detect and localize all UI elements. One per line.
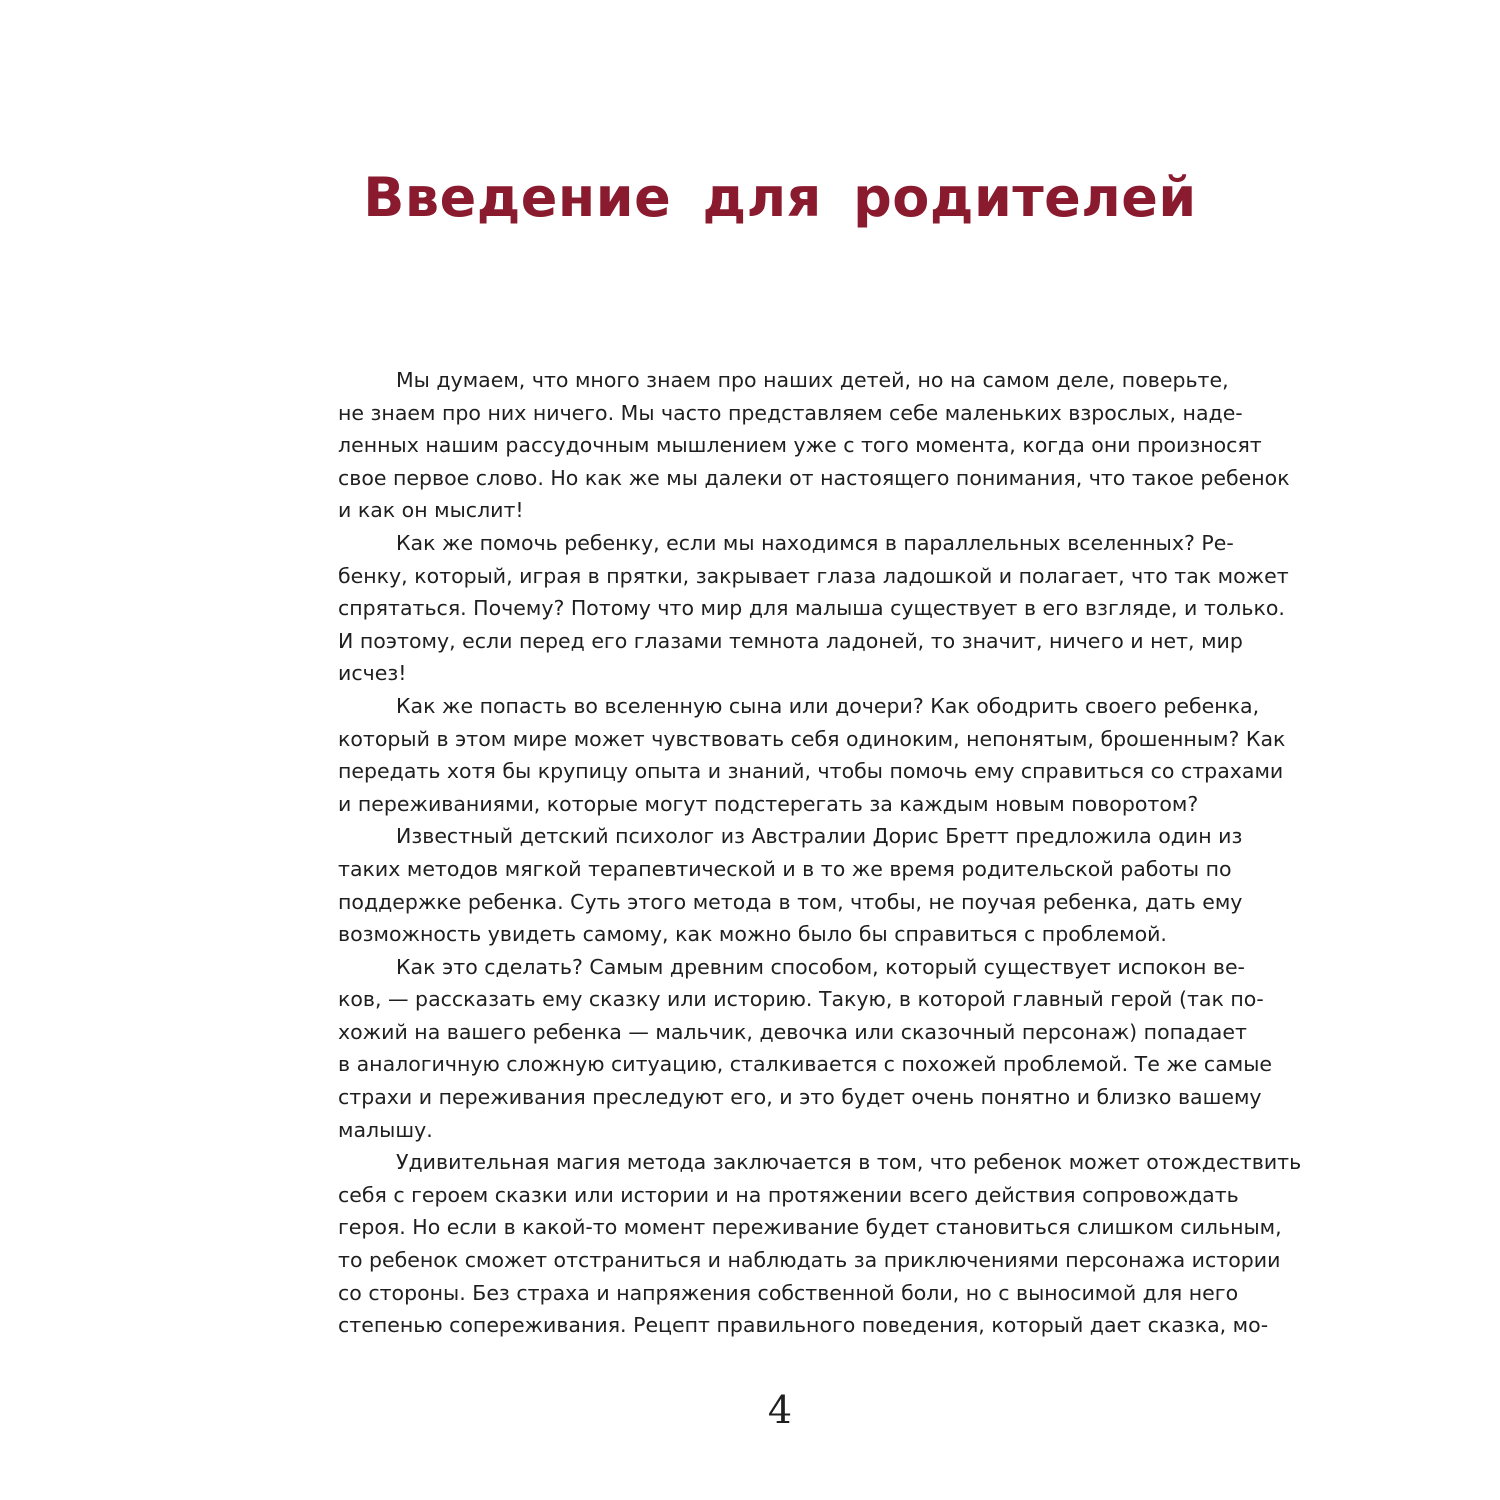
text-line: И поэтому, если перед его глазами темнота ладоней, то значит, ничего и нет, мир	[338, 628, 1243, 653]
text-line: таких методов мягкой терапевтической и в то же время родительской работы по	[338, 856, 1232, 881]
text-line: Как же попасть во вселенную сына или дочери? Как ободрить своего ребенка,	[396, 693, 1260, 718]
text-line: свое первое слово. Но как же мы далеки от настоящего понимания, что такое ребенок	[338, 465, 1290, 490]
text-line: в аналогичную сложную ситуацию, сталкивается с похожей проблемой. Те же самые	[338, 1052, 1273, 1077]
text-line: хожий на вашего ребенка — мальчик, девочка или сказочный персонаж) попадает	[338, 1019, 1247, 1044]
text-line: страхи и переживания преследуют его, и это будет очень понятно и близко вашему	[338, 1085, 1262, 1110]
text-line: ленных нашим рассудочным мышлением уже с того момента, когда они произносят	[338, 433, 1262, 458]
text-line: малышу.	[338, 1117, 433, 1142]
paragraph	[338, 364, 1290, 527]
text-line: который в этом мире может чувствовать себя одиноким, непонятым, брошенным? Как	[338, 726, 1286, 751]
paragraph	[338, 820, 1243, 950]
paragraph	[338, 1146, 1302, 1342]
text-line: спрятаться. Почему? Потому что мир для малыша существует в его взгляде, и только.	[338, 596, 1285, 621]
text-line: Как же помочь ребенку, если мы находимся в параллельных вселенных? Ре-	[396, 530, 1234, 555]
text-line: Известный детский психолог из Австралии Дорис Бретт предложила один из	[396, 824, 1243, 849]
text-line: поддержке ребенка. Суть этого метода в том, чтобы, не поучая ребенка, дать ему	[338, 889, 1243, 914]
text-line: бенку, который, играя в прятки, закрывает глаза ладошкой и полагает, что так может	[338, 563, 1289, 588]
text-line: Удивительная магия метода заключается в том, что ребенок может отождествить	[396, 1150, 1302, 1175]
text-line: и как он мыслит!	[338, 498, 524, 523]
text-line: исчез!	[338, 661, 407, 686]
text-line: и переживаниями, которые могут подстерегать за каждым новым поворотом?	[338, 791, 1199, 816]
text-line: Мы думаем, что много знаем про наших детей, но на самом деле, поверьте,	[396, 368, 1229, 392]
paragraph	[338, 690, 1286, 820]
paragraph	[338, 527, 1289, 690]
text-line: то ребенок сможет отстраниться и наблюдать за приключениями персонажа истории	[338, 1248, 1281, 1273]
text-line: передать хотя бы крупицу опыта и знаний, чтобы помочь ему справиться со страхами	[338, 759, 1284, 784]
text-line: возможность увидеть самому, как можно было бы справиться с проблемой.	[338, 922, 1167, 947]
text-line: Как это сделать? Самым древним способом, который существует испокон ве-	[396, 954, 1245, 979]
text-line: героя. Но если в какой-то момент переживание будет становиться слишком сильным,	[338, 1215, 1282, 1240]
text-line: себя с героем сказки или истории и на протяжении всего действия сопровождать	[338, 1182, 1239, 1207]
body-text	[338, 364, 1302, 1342]
paragraph	[338, 951, 1273, 1147]
page-number: 4	[767, 1388, 793, 1432]
text-line: степенью сопереживания. Рецепт правильного поведения, который дает сказка, мо-	[338, 1313, 1269, 1338]
text-line: со стороны. Без страха и напряжения собственной боли, но с выносимой для него	[338, 1280, 1239, 1305]
chapter-title: Введение для родителей	[363, 166, 1197, 229]
text-line: не знаем про них ничего. Мы часто представляем себе маленьких взрослых, наде-	[338, 400, 1243, 425]
text-line: ков, — рассказать ему сказку или историю. Такую, в которой главный герой (так по-	[338, 987, 1264, 1012]
